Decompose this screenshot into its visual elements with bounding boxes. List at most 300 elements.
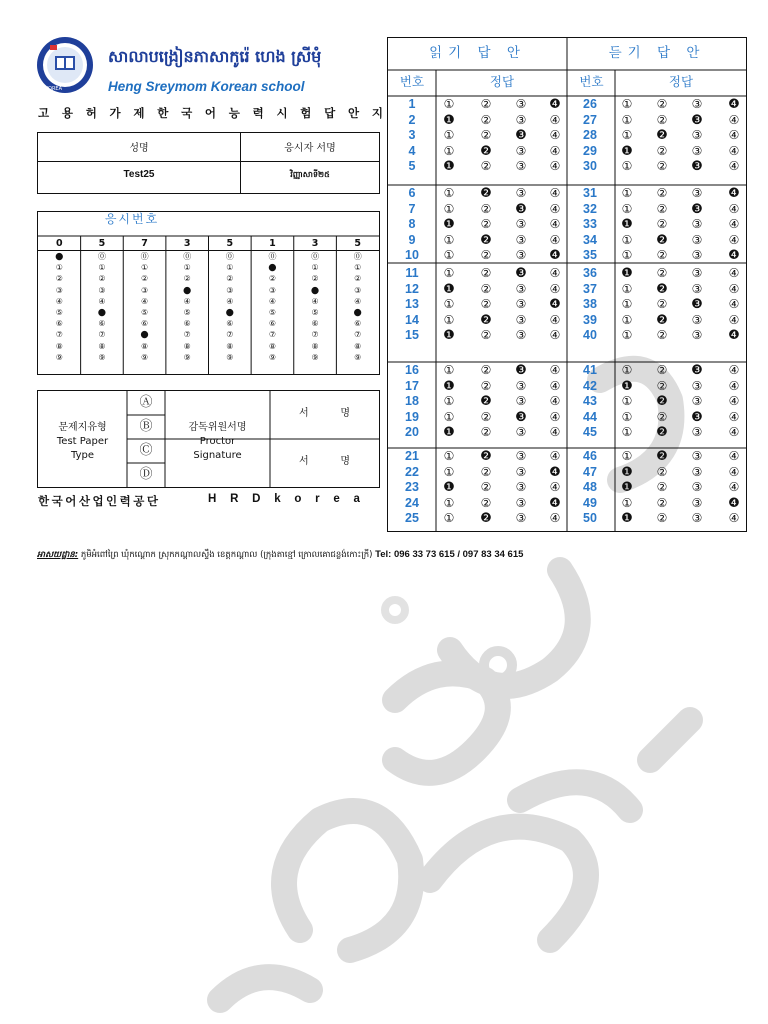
registration-bubble[interactable]: ④ bbox=[183, 296, 191, 306]
answer-bubble[interactable]: ② bbox=[656, 464, 668, 479]
answer-bubble-filled[interactable]: ❸ bbox=[515, 128, 527, 143]
answer-bubble[interactable]: ① bbox=[443, 201, 455, 216]
answer-bubble[interactable]: ② bbox=[656, 266, 668, 280]
answer-bubble[interactable]: ③ bbox=[691, 232, 703, 247]
registration-bubble[interactable]: ⑦ bbox=[98, 330, 106, 340]
answer-bubble-filled[interactable]: ❶ bbox=[443, 112, 455, 128]
answer-bubble[interactable]: ③ bbox=[691, 328, 703, 342]
registration-bubble[interactable]: ③ bbox=[226, 285, 234, 295]
answer-bubble-filled[interactable]: ❷ bbox=[480, 511, 492, 526]
answer-bubble-filled[interactable]: ❷ bbox=[656, 281, 668, 297]
answer-bubble[interactable]: ① bbox=[621, 425, 633, 439]
answer-bubble[interactable]: ③ bbox=[691, 97, 703, 111]
answer-bubble[interactable]: ② bbox=[656, 297, 668, 311]
answer-bubble[interactable]: ① bbox=[443, 248, 455, 262]
answer-bubble[interactable]: ① bbox=[621, 186, 633, 200]
answer-bubble[interactable]: ③ bbox=[691, 281, 703, 296]
registration-bubble[interactable]: ⑨ bbox=[226, 352, 234, 362]
answer-bubble[interactable]: ② bbox=[656, 378, 668, 393]
answer-bubble[interactable]: ④ bbox=[728, 217, 740, 231]
test-type-option-d[interactable]: Ⓓ bbox=[139, 467, 153, 482]
answer-bubble[interactable]: ① bbox=[621, 232, 633, 247]
answer-bubble[interactable]: ③ bbox=[515, 232, 527, 247]
proctor-signature-2[interactable]: 서 명 bbox=[298, 456, 351, 467]
answer-bubble[interactable]: ④ bbox=[728, 425, 740, 439]
registration-bubble[interactable]: ⓪ bbox=[353, 252, 362, 261]
registration-bubble[interactable]: ⑤ bbox=[55, 307, 63, 317]
registration-bubble[interactable]: ⑦ bbox=[354, 330, 362, 340]
answer-bubble-filled[interactable]: ❹ bbox=[728, 97, 740, 112]
registration-bubble-filled[interactable]: ● bbox=[55, 251, 64, 262]
answer-bubble[interactable]: ④ bbox=[549, 409, 561, 424]
answer-bubble-filled[interactable]: ❸ bbox=[515, 201, 527, 217]
answer-bubble-filled[interactable]: ❸ bbox=[691, 112, 703, 128]
answer-bubble[interactable]: ② bbox=[480, 266, 492, 280]
answer-bubble[interactable]: ③ bbox=[515, 425, 527, 439]
answer-bubble[interactable]: ③ bbox=[515, 511, 527, 525]
registration-bubble[interactable]: ⑧ bbox=[268, 341, 277, 351]
answer-bubble[interactable]: ① bbox=[621, 409, 633, 424]
answer-bubble-filled[interactable]: ❷ bbox=[656, 394, 668, 409]
answer-bubble[interactable]: ② bbox=[480, 297, 492, 311]
answer-bubble[interactable]: ③ bbox=[515, 159, 527, 173]
answer-bubble-filled[interactable]: ❶ bbox=[443, 217, 455, 232]
registration-bubble-filled[interactable]: ● bbox=[310, 284, 320, 296]
registration-bubble[interactable]: ① bbox=[226, 263, 234, 273]
registration-bubble[interactable]: ④ bbox=[311, 296, 319, 306]
char: 제 bbox=[133, 106, 145, 120]
answer-bubble[interactable]: ② bbox=[656, 363, 668, 377]
answer-bubble[interactable]: ③ bbox=[691, 186, 703, 200]
answer-bubble[interactable]: ② bbox=[656, 97, 668, 111]
answer-bubble[interactable]: ④ bbox=[549, 201, 561, 216]
registration-bubble[interactable]: ⑦ bbox=[183, 330, 191, 340]
answer-bubble[interactable]: ③ bbox=[515, 480, 527, 494]
registration-bubble[interactable]: ⑨ bbox=[183, 352, 191, 362]
answer-bubble[interactable]: ① bbox=[443, 409, 455, 424]
answer-bubble[interactable]: ① bbox=[443, 394, 455, 408]
answer-bubble[interactable]: ④ bbox=[549, 394, 561, 408]
registration-bubble[interactable]: ⑨ bbox=[311, 352, 319, 362]
answer-bubble[interactable]: ② bbox=[656, 480, 668, 494]
answer-bubble[interactable]: ② bbox=[656, 143, 668, 158]
answer-bubble[interactable]: ③ bbox=[691, 217, 703, 231]
answer-bubble[interactable]: ① bbox=[443, 312, 455, 327]
answer-bubble[interactable]: ④ bbox=[728, 128, 740, 142]
proctor-signature-1[interactable]: 서 명 bbox=[298, 408, 351, 419]
answer-bubble-filled[interactable]: ❶ bbox=[443, 425, 455, 440]
answer-bubble[interactable]: ③ bbox=[515, 217, 527, 231]
answer-bubble[interactable]: ④ bbox=[549, 449, 561, 463]
answer-bubble[interactable]: ④ bbox=[728, 394, 740, 408]
answer-bubble[interactable]: ① bbox=[443, 297, 455, 311]
answer-bubble[interactable]: ③ bbox=[515, 143, 527, 158]
registration-bubble[interactable]: ② bbox=[226, 274, 234, 284]
answer-bubble[interactable]: ④ bbox=[549, 363, 561, 377]
answer-bubble-filled[interactable]: ❷ bbox=[480, 394, 492, 409]
registration-bubble[interactable]: ⑥ bbox=[354, 319, 362, 329]
registration-bubble[interactable]: ⑦ bbox=[55, 330, 63, 340]
answer-bubble[interactable]: ② bbox=[480, 281, 492, 296]
test-type-option-c[interactable]: Ⓒ bbox=[139, 443, 153, 458]
answer-bubble[interactable]: ② bbox=[480, 201, 492, 216]
answer-bubble[interactable]: ① bbox=[621, 201, 633, 216]
answer-bubble[interactable]: ① bbox=[443, 266, 455, 280]
answer-bubble[interactable]: ① bbox=[443, 232, 455, 247]
registration-bubble-filled[interactable]: ● bbox=[97, 306, 107, 318]
answer-bubble-filled[interactable]: ❷ bbox=[656, 449, 668, 464]
registration-bubble[interactable]: ⑨ bbox=[98, 352, 106, 362]
registration-bubble[interactable]: ⑥ bbox=[98, 319, 106, 329]
answer-bubble[interactable]: ③ bbox=[691, 143, 703, 158]
registration-bubble[interactable]: ② bbox=[140, 274, 149, 284]
answer-bubble[interactable]: ③ bbox=[515, 394, 527, 408]
answer-bubble[interactable]: ① bbox=[621, 159, 633, 173]
answer-bubble-filled[interactable]: ❸ bbox=[691, 297, 703, 312]
answer-bubble[interactable]: ③ bbox=[691, 511, 703, 525]
answer-bubble[interactable]: ② bbox=[656, 186, 668, 200]
answer-bubble[interactable]: ③ bbox=[691, 480, 703, 494]
answer-bubble-filled[interactable]: ❶ bbox=[621, 143, 633, 159]
registration-bubble[interactable]: ⑧ bbox=[311, 341, 319, 351]
answer-bubble[interactable]: ① bbox=[443, 495, 455, 510]
registration-bubble[interactable]: ⑤ bbox=[311, 307, 319, 317]
registration-bubble[interactable]: ① bbox=[98, 263, 106, 273]
registration-bubble[interactable]: ② bbox=[55, 274, 63, 284]
question-number: 15 bbox=[405, 328, 419, 342]
answer-bubble[interactable]: ① bbox=[443, 464, 455, 479]
answer-bubble-filled[interactable]: ❶ bbox=[621, 217, 633, 232]
answer-bubble-filled[interactable]: ❹ bbox=[549, 464, 561, 480]
answer-bubble[interactable]: ② bbox=[480, 112, 492, 127]
answer-bubble[interactable]: ② bbox=[656, 217, 668, 231]
registration-bubble[interactable]: ⑧ bbox=[140, 341, 149, 351]
answer-bubble[interactable]: ① bbox=[621, 312, 633, 327]
answer-bubble-filled[interactable]: ❸ bbox=[691, 409, 703, 425]
answer-bubble-filled[interactable]: ❶ bbox=[621, 378, 633, 394]
answer-bubble[interactable]: ④ bbox=[728, 266, 740, 280]
answer-bubble[interactable]: ③ bbox=[691, 464, 703, 479]
answer-bubble[interactable]: ② bbox=[480, 248, 492, 262]
registration-bubble[interactable]: ⑥ bbox=[183, 319, 191, 329]
answer-bubble-filled[interactable]: ❹ bbox=[728, 186, 740, 201]
answer-bubble[interactable]: ② bbox=[480, 159, 492, 173]
answer-bubble[interactable]: ① bbox=[443, 143, 455, 158]
registration-bubble[interactable]: ② bbox=[354, 274, 362, 284]
registration-bubble[interactable]: ⑨ bbox=[55, 352, 63, 362]
answer-bubble-filled[interactable]: ❷ bbox=[480, 449, 492, 464]
answer-bubble[interactable]: ③ bbox=[691, 495, 703, 510]
registration-bubble[interactable]: ④ bbox=[55, 296, 63, 306]
answer-bubble-filled[interactable]: ❹ bbox=[549, 248, 561, 263]
test-type-option-b[interactable]: Ⓑ bbox=[139, 419, 153, 434]
answer-bubble[interactable]: ① bbox=[443, 97, 455, 111]
registration-column bbox=[38, 238, 81, 363]
answer-bubble[interactable]: ③ bbox=[691, 378, 703, 393]
registration-bubble-filled[interactable]: ● bbox=[225, 306, 234, 318]
answer-bubble-filled[interactable]: ❸ bbox=[691, 363, 703, 378]
answer-bubble[interactable]: ① bbox=[621, 495, 633, 510]
answer-bubble-filled[interactable]: ❶ bbox=[443, 281, 455, 297]
registration-bubble-filled[interactable]: ● bbox=[268, 262, 277, 274]
answer-bubble-filled[interactable]: ❹ bbox=[728, 248, 740, 263]
answer-bubble[interactable]: ② bbox=[480, 363, 492, 377]
answer-bubble[interactable]: ② bbox=[656, 112, 668, 127]
answer-bubble[interactable]: ① bbox=[621, 128, 633, 142]
answer-bubble-filled[interactable]: ❷ bbox=[480, 312, 492, 328]
answer-bubble[interactable]: ① bbox=[621, 97, 633, 111]
answer-bubble[interactable]: ④ bbox=[549, 378, 561, 393]
char: 시 bbox=[276, 106, 288, 120]
answer-bubble-filled[interactable]: ❶ bbox=[443, 159, 455, 174]
answer-bubble[interactable]: ③ bbox=[515, 281, 527, 296]
answer-bubble[interactable]: ② bbox=[480, 378, 492, 393]
answer-bubble[interactable]: ② bbox=[656, 328, 668, 342]
answer-bubble[interactable]: ④ bbox=[728, 378, 740, 393]
registration-bubble[interactable]: ⑥ bbox=[268, 319, 277, 329]
registration-bubble[interactable]: ③ bbox=[354, 285, 362, 295]
answer-bubble-filled[interactable]: ❸ bbox=[691, 159, 703, 174]
answer-bubble[interactable]: ② bbox=[480, 328, 492, 342]
answer-bubble[interactable]: ④ bbox=[728, 112, 740, 127]
question-number: 42 bbox=[583, 378, 597, 393]
registration-bubble[interactable]: ① bbox=[311, 263, 319, 273]
registration-bubble[interactable]: ⑧ bbox=[55, 341, 63, 351]
answer-bubble[interactable]: ④ bbox=[728, 312, 740, 327]
answer-bubble-filled[interactable]: ❶ bbox=[621, 464, 633, 480]
answer-bubble[interactable]: ④ bbox=[549, 266, 561, 280]
answer-bubble[interactable]: ① bbox=[621, 449, 633, 463]
registration-bubble[interactable]: ④ bbox=[140, 296, 149, 306]
answer-bubble[interactable]: ③ bbox=[515, 297, 527, 311]
answer-bubble-filled[interactable]: ❷ bbox=[656, 312, 668, 328]
registration-bubble[interactable]: ④ bbox=[268, 296, 277, 306]
answer-bubble[interactable]: ④ bbox=[549, 128, 561, 142]
registration-bubble[interactable]: ⑥ bbox=[140, 319, 149, 329]
answer-bubble[interactable]: ① bbox=[621, 281, 633, 296]
answer-bubble[interactable]: ② bbox=[480, 97, 492, 111]
registration-column bbox=[166, 238, 209, 363]
registration-bubble[interactable]: ⑤ bbox=[268, 307, 277, 317]
answer-bubble-filled[interactable]: ❶ bbox=[443, 480, 455, 495]
registration-bubble[interactable]: ③ bbox=[98, 285, 106, 295]
answer-bubble[interactable]: ④ bbox=[549, 312, 561, 327]
answer-bubble[interactable]: ② bbox=[656, 409, 668, 424]
registration-bubble[interactable]: ⓪ bbox=[183, 252, 192, 261]
answer-bubble[interactable]: ④ bbox=[549, 281, 561, 296]
answer-bubble-filled[interactable]: ❷ bbox=[480, 143, 492, 159]
answer-bubble[interactable]: ④ bbox=[728, 143, 740, 158]
answer-bubble[interactable]: ④ bbox=[549, 511, 561, 525]
answer-bubble[interactable]: ④ bbox=[728, 281, 740, 296]
answer-bubble-filled[interactable]: ❶ bbox=[621, 480, 633, 495]
registration-bubble[interactable]: ④ bbox=[98, 296, 106, 306]
answer-bubble-filled[interactable]: ❷ bbox=[656, 232, 668, 248]
answer-bubble[interactable]: ④ bbox=[728, 480, 740, 494]
registration-bubble[interactable]: ② bbox=[98, 274, 106, 284]
registration-bubble[interactable]: ② bbox=[268, 274, 277, 284]
registration-bubble[interactable]: ⑧ bbox=[98, 341, 106, 351]
registration-bubble[interactable]: ⑦ bbox=[311, 330, 319, 340]
question-number: 50 bbox=[583, 511, 597, 525]
answer-bubble[interactable]: ① bbox=[443, 128, 455, 142]
registration-bubble[interactable]: ⑧ bbox=[354, 341, 362, 351]
answer-bubble[interactable]: ④ bbox=[728, 232, 740, 247]
registration-bubble[interactable]: ⑨ bbox=[140, 352, 149, 362]
answer-bubble-filled[interactable]: ❸ bbox=[515, 266, 527, 281]
registration-bubble[interactable]: ② bbox=[311, 274, 319, 284]
answer-bubble[interactable]: ③ bbox=[515, 97, 527, 111]
registration-bubble[interactable]: ① bbox=[183, 263, 191, 273]
answer-bubble[interactable]: ④ bbox=[549, 217, 561, 231]
answer-bubble[interactable]: ③ bbox=[515, 312, 527, 327]
answer-bubble[interactable]: ④ bbox=[549, 425, 561, 439]
registration-bubble[interactable]: ① bbox=[140, 263, 149, 273]
answer-bubble-filled[interactable]: ❷ bbox=[480, 186, 492, 201]
answer-bubble[interactable]: ② bbox=[480, 217, 492, 231]
answer-bubble[interactable]: ④ bbox=[549, 328, 561, 342]
registration-bubble-filled[interactable]: ● bbox=[183, 284, 192, 296]
test-type-option-a[interactable]: Ⓐ bbox=[139, 395, 153, 410]
answer-bubble[interactable]: ④ bbox=[549, 143, 561, 158]
answer-bubble-filled[interactable]: ❸ bbox=[515, 363, 527, 378]
answer-bubble[interactable]: ① bbox=[621, 363, 633, 377]
registration-bubble[interactable]: ④ bbox=[354, 296, 362, 306]
registration-bubble[interactable]: ⑥ bbox=[55, 319, 63, 329]
answer-bubble[interactable]: ④ bbox=[728, 511, 740, 525]
answer-bubble-filled[interactable]: ❸ bbox=[691, 201, 703, 217]
answer-bubble-filled[interactable]: ❶ bbox=[443, 378, 455, 394]
proctor-label-en-1: Proctor bbox=[199, 436, 236, 447]
answer-bubble-filled[interactable]: ❹ bbox=[549, 97, 561, 112]
registration-bubble[interactable]: ① bbox=[55, 263, 63, 273]
answer-bubble[interactable]: ④ bbox=[728, 409, 740, 424]
answer-bubble[interactable]: ② bbox=[656, 159, 668, 173]
answer-bubble[interactable]: ① bbox=[621, 248, 633, 262]
signature-value[interactable]: វិញ្ញាសាទី២៥ bbox=[290, 170, 330, 179]
registration-bubble[interactable]: ⓪ bbox=[140, 252, 149, 261]
answer-bubble[interactable]: ② bbox=[480, 464, 492, 479]
registration-bubble[interactable]: ⑤ bbox=[183, 307, 191, 317]
answer-bubble-filled[interactable]: ❶ bbox=[621, 511, 633, 526]
answer-bubble[interactable]: ③ bbox=[691, 449, 703, 463]
proctor-label-kr: 감독위원서명 bbox=[188, 422, 247, 433]
answer-bubble[interactable]: ② bbox=[656, 511, 668, 525]
registration-bubble[interactable]: ⑨ bbox=[354, 352, 362, 362]
registration-bubble[interactable]: ③ bbox=[140, 285, 149, 295]
question-number: 41 bbox=[583, 363, 597, 377]
registration-bubble[interactable]: ⑦ bbox=[226, 330, 234, 340]
answer-bubble-filled[interactable]: ❶ bbox=[621, 266, 633, 281]
answer-bubble[interactable]: ④ bbox=[728, 159, 740, 173]
answer-bubble[interactable]: ② bbox=[656, 201, 668, 216]
answer-bubble[interactable]: ② bbox=[480, 128, 492, 142]
answer-bubble[interactable]: ③ bbox=[515, 464, 527, 479]
registration-bubble[interactable]: ⑦ bbox=[268, 330, 277, 340]
registration-bubble[interactable]: ④ bbox=[226, 296, 234, 306]
answer-bubble-filled[interactable]: ❸ bbox=[515, 409, 527, 425]
answer-bubble[interactable]: ③ bbox=[515, 378, 527, 393]
registration-bubble[interactable]: ⓪ bbox=[268, 252, 277, 261]
registration-bubble[interactable]: ⑥ bbox=[311, 319, 319, 329]
answer-bubble[interactable]: ③ bbox=[515, 248, 527, 262]
registration-bubble-filled[interactable]: ● bbox=[140, 329, 149, 341]
answer-bubble[interactable]: ② bbox=[480, 425, 492, 439]
registration-bubble[interactable]: ⓪ bbox=[311, 252, 320, 261]
answer-bubble[interactable]: ③ bbox=[691, 128, 703, 142]
answer-bubble-filled[interactable]: ❹ bbox=[549, 495, 561, 511]
answer-bubble[interactable]: ④ bbox=[728, 201, 740, 216]
answer-bubble[interactable]: ④ bbox=[728, 449, 740, 463]
answer-bubble[interactable]: ① bbox=[443, 449, 455, 463]
answer-bubble-filled[interactable]: ❷ bbox=[480, 232, 492, 248]
registration-bubble[interactable]: ⑨ bbox=[268, 352, 277, 362]
answer-bubble[interactable]: ④ bbox=[549, 186, 561, 200]
answer-bubble[interactable]: ② bbox=[480, 409, 492, 424]
registration-bubble[interactable]: ⑥ bbox=[226, 319, 234, 329]
answer-bubble[interactable]: ① bbox=[443, 363, 455, 377]
registration-bubble[interactable]: ② bbox=[183, 274, 191, 284]
answer-bubble-filled[interactable]: ❷ bbox=[656, 425, 668, 440]
answer-bubble-filled[interactable]: ❹ bbox=[549, 297, 561, 312]
answer-bubble[interactable]: ④ bbox=[728, 464, 740, 479]
answer-bubble[interactable]: ① bbox=[621, 328, 633, 342]
answer-bubble[interactable]: ② bbox=[480, 480, 492, 494]
registration-bubble-filled[interactable]: ● bbox=[353, 306, 362, 318]
answer-bubble[interactable]: ③ bbox=[691, 425, 703, 439]
name-value[interactable]: Test25 bbox=[123, 169, 155, 180]
answer-bubble[interactable]: ① bbox=[443, 186, 455, 200]
question-number: 44 bbox=[583, 409, 597, 424]
answer-bubble[interactable]: ④ bbox=[549, 480, 561, 494]
answer-bubble[interactable]: ③ bbox=[515, 449, 527, 463]
question-number: 40 bbox=[583, 328, 597, 342]
registration-bubble[interactable]: ⓪ bbox=[97, 252, 106, 261]
answer-bubble[interactable]: ② bbox=[656, 248, 668, 262]
answer-bubble[interactable]: ③ bbox=[691, 312, 703, 327]
answer-bubble[interactable]: ③ bbox=[515, 186, 527, 200]
answer-bubble[interactable]: ④ bbox=[549, 232, 561, 247]
registration-bubble[interactable]: ⓪ bbox=[225, 252, 234, 261]
answer-bubble[interactable]: ③ bbox=[515, 328, 527, 342]
answer-bubble-filled[interactable]: ❹ bbox=[728, 495, 740, 511]
answer-bubble[interactable]: ① bbox=[621, 394, 633, 408]
answer-bubble[interactable]: ① bbox=[621, 297, 633, 311]
answer-bubble[interactable]: ③ bbox=[515, 495, 527, 510]
answer-bubble[interactable]: ② bbox=[656, 495, 668, 510]
registration-bubble[interactable]: ⑧ bbox=[183, 341, 191, 351]
answer-bubble-filled[interactable]: ❶ bbox=[443, 328, 455, 343]
answer-bubble[interactable]: ④ bbox=[728, 297, 740, 311]
registration-bubble[interactable]: ③ bbox=[55, 285, 63, 295]
answer-bubble[interactable]: ③ bbox=[691, 266, 703, 280]
registration-bubble[interactable]: ③ bbox=[268, 285, 277, 295]
answer-bubble[interactable]: ① bbox=[621, 112, 633, 127]
registration-bubble[interactable]: ⑤ bbox=[140, 307, 149, 317]
answer-bubble[interactable]: ④ bbox=[549, 159, 561, 173]
answer-bubble[interactable]: ① bbox=[443, 511, 455, 525]
answer-bubble[interactable]: ② bbox=[480, 495, 492, 510]
answer-bubble[interactable]: ③ bbox=[691, 248, 703, 262]
answer-bubble-filled[interactable]: ❹ bbox=[728, 328, 740, 343]
registration-bubble[interactable]: ⑧ bbox=[226, 341, 234, 351]
answer-bubble[interactable]: ④ bbox=[728, 363, 740, 377]
answer-bubble-filled[interactable]: ❷ bbox=[656, 128, 668, 143]
answer-bubble[interactable]: ③ bbox=[515, 112, 527, 127]
answer-bubble[interactable]: ③ bbox=[691, 394, 703, 408]
registration-bubble[interactable]: ① bbox=[354, 263, 362, 273]
answer-bubble[interactable]: ④ bbox=[549, 112, 561, 127]
